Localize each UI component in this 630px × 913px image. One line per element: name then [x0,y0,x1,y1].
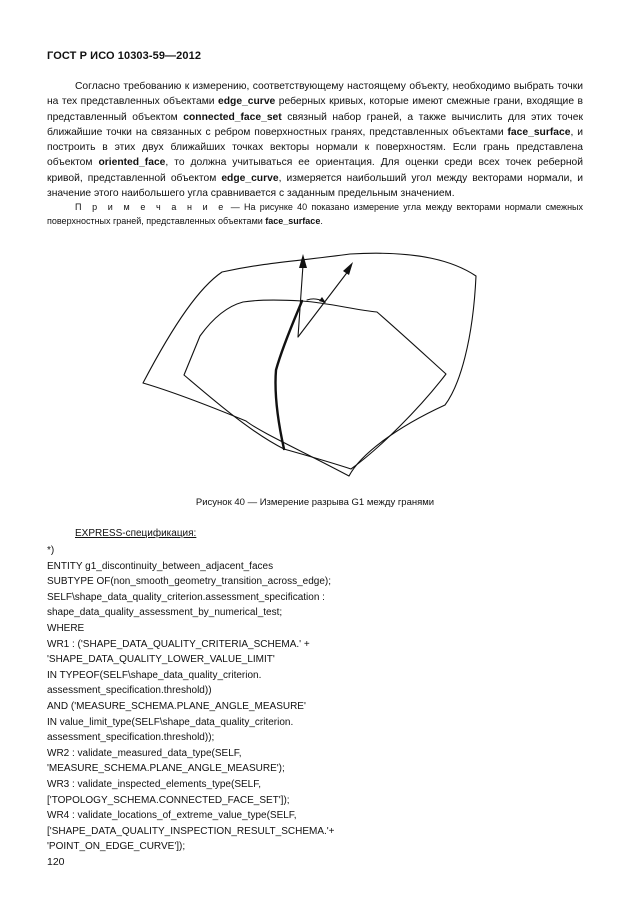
body-paragraph [47,79,583,201]
back-surface-outline [143,253,476,476]
note-term-face-surface: face_surface [265,216,321,226]
express-code-block [47,543,335,855]
body-text-6: , измеряется наибольший угол между векторами нормали, и значение этого наибольшего угла сравнивается с заданным предельным значением. [47,172,583,200]
body-text-2: реберных кривых, которые имеют смежные грани, входящие в представленный объектом [47,96,583,123]
code-line: ['SHAPE_DATA_QUALITY_INSPECTION_RESULT_SCHEMA.'+ [47,825,335,837]
body-text-5: , то должна учитываться ее ориентация. Для оценки среди всех точек реберной кривой, представленной объектом [47,157,583,184]
code-line: WHERE [47,622,85,634]
code-line: 'MEASURE_SCHEMA.PLANE_ANGLE_MEASURE'); [47,763,285,775]
body-text-3: связный набор граней, а также вычислить для этих точек ближайшие точки на связанных с ребром поверхностных гранях, представленных объектами [47,111,583,138]
code-line: SUBTYPE OF(non_smooth_geometry_transition_across_edge); [47,576,332,588]
code-line: shape_data_quality_assessment_by_numerical_test; [47,607,283,619]
code-line: WR4 : validate_locations_of_extreme_value_type(SELF, [47,810,297,822]
note-label: П р и м е ч а н и е [75,202,227,212]
shared-edge-curve [275,301,302,449]
figure-40-diagram [140,240,480,485]
code-line: AND ('MEASURE_SCHEMA.PLANE_ANGLE_MEASURE' [47,700,306,712]
term-edge-curve-2: edge_curve [221,172,279,184]
page-number: 120 [47,856,65,868]
code-line: IN value_limit_type(SELF\shape_data_quality_criterion. [47,716,294,728]
note-text-2: . [320,216,323,226]
figure-caption: Рисунок 40 — Измерение разрыва G1 между гранями [195,497,435,508]
arrowhead-right [343,262,353,275]
express-heading: EXPRESS-спецификация: [75,528,197,539]
term-face-surface: face_surface [507,126,571,138]
right-face-outline [275,301,446,469]
angle-arrowhead [319,297,326,303]
code-line: ENTITY g1_discontinuity_between_adjacent_faces [47,560,274,572]
document-header: ГОСТ Р ИСО 10303-59—2012 [47,50,202,62]
code-line: WR2 : validate_measured_data_type(SELF, [47,747,242,759]
term-oriented-face: oriented_face [98,157,166,169]
body-text-4: , и построить в этих двух ближайших точках векторы нормали к поверхностям. Если грань представлена объектом [47,126,583,169]
code-line: 'POINT_ON_EDGE_CURVE']); [47,841,186,853]
left-face-outline [184,300,302,449]
normal-vector-right [298,270,349,337]
code-line: assessment_specification.threshold)); [47,732,215,744]
note-text-1: — На рисунке 40 показано измерение угла между векторами нормали смежных поверхностных граней, представленных объектами [47,202,584,226]
code-line: WR1 : ('SHAPE_DATA_QUALITY_CRITERIA_SCHEMA.' + [47,638,310,650]
code-line: WR3 : validate_inspected_elements_type(SELF, [47,778,262,790]
term-connected-face-set: connected_face_set [183,111,282,123]
code-line: ['TOPOLOGY_SCHEMA.CONNECTED_FACE_SET']); [47,794,290,806]
code-line: IN TYPEOF(SELF\shape_data_quality_criterion. [47,669,262,681]
arrowhead-left [299,254,307,268]
note-paragraph [47,200,583,228]
term-edge-curve: edge_curve [218,96,276,108]
code-line: SELF\shape_data_quality_criterion.assessment_specification : [47,591,325,603]
code-line: assessment_specification.threshold)) [47,685,212,697]
code-line: *) [47,545,55,556]
code-line: 'SHAPE_DATA_QUALITY_LOWER_VALUE_LIMIT' [47,654,275,666]
body-text-1: Согласно требованию к измерению, соответствующему настоящему объекту, необходимо выбрать точки на тех представленных объектами [47,81,583,108]
